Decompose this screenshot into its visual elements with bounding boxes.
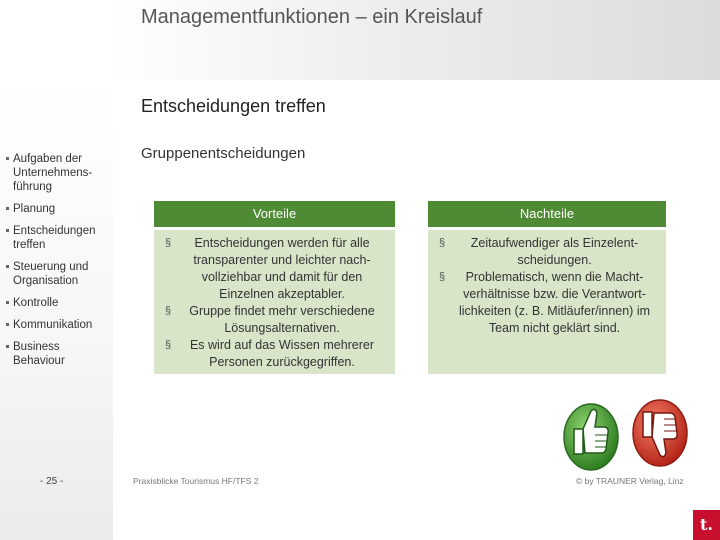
thumbs-up-icon xyxy=(561,393,621,473)
disadvantage-item: § Problematisch, wenn die Macht-verhältnisse bzw. die Verantwort-lichkeiten (z. B. Mitläufer/innen) im Team nicht geklärt sind. xyxy=(436,269,658,337)
sidebar-nav xyxy=(6,152,112,376)
sidebar-item-entscheidungen[interactable]: Entscheidungen treffen xyxy=(6,224,112,252)
footer-source: Praxisblicke Tourismus HF/TFS 2 xyxy=(133,476,259,486)
advantage-item: § Gruppe findet mehr verschiedene Lösungsalternativen. xyxy=(162,303,387,337)
thumbs-down-icon xyxy=(630,393,690,473)
trauner-logo: t. xyxy=(693,510,720,540)
section-heading: Entscheidungen treffen xyxy=(141,96,326,116)
page-title: Managementfunktionen – ein Kreislauf xyxy=(141,6,483,28)
advantage-item: § Entscheidungen werden für alle transparenter und leichter nach-vollziehbar und damit für den Einzelnen akzeptabler. xyxy=(162,235,387,303)
sidebar-item-business-behaviour[interactable]: Business Behaviour xyxy=(6,340,112,368)
advantage-item: § Es wird auf das Wissen mehrerer Personen zurückgegriffen. xyxy=(162,337,387,371)
footer-copyright: © by TRAUNER Verlag, Linz xyxy=(576,476,684,486)
disadvantages-header: Nachteile xyxy=(428,201,666,227)
advantages-header: Vorteile xyxy=(154,201,395,227)
sidebar-item-kommunikation[interactable]: Kommunikation xyxy=(6,318,112,332)
sidebar-item-planung[interactable]: Planung xyxy=(6,202,112,216)
sidebar-item-steuerung[interactable]: Steuerung und Organisation xyxy=(6,260,112,288)
advantages-box xyxy=(154,230,395,374)
page-number: - 25 - xyxy=(40,476,64,487)
sidebar-item-aufgaben[interactable]: Aufgaben der Unternehmens-führung xyxy=(6,152,112,194)
sub-heading: Gruppenentscheidungen xyxy=(141,145,306,162)
disadvantages-box xyxy=(428,230,666,374)
sidebar-item-kontrolle[interactable]: Kontrolle xyxy=(6,296,112,310)
disadvantage-item: § Zeitaufwendiger als Einzelent-scheidungen. xyxy=(436,235,658,269)
